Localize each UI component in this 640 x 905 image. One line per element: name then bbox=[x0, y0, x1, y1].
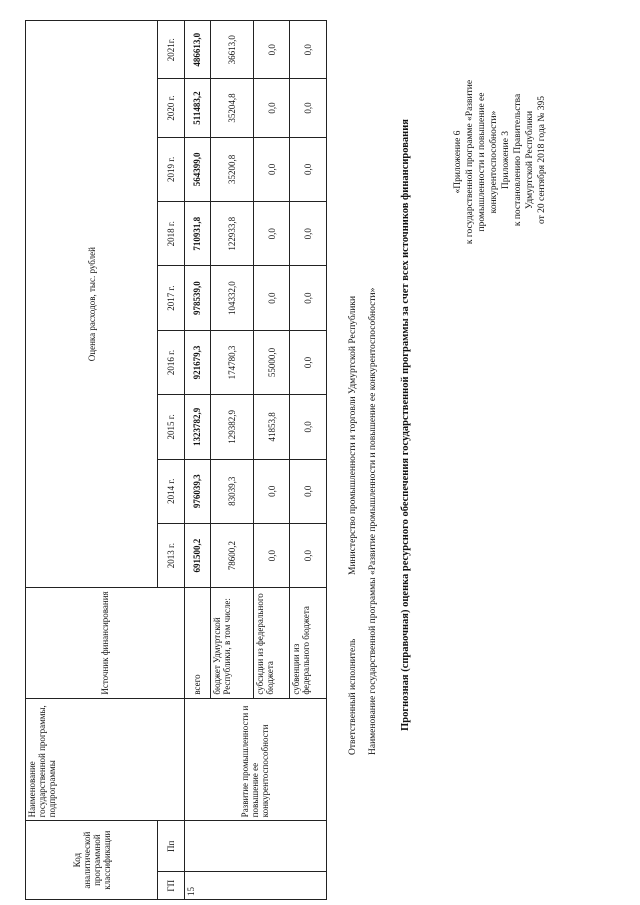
col-gp: ГП bbox=[158, 872, 184, 900]
value-cell: 486613,0 bbox=[184, 21, 210, 79]
source-cell: субвенции из федерального бюджета bbox=[290, 588, 327, 698]
source-cell: субсидии из федерального бюджета bbox=[253, 588, 290, 698]
value-cell: 0,0 bbox=[253, 523, 290, 587]
value-cell: 0,0 bbox=[253, 266, 290, 330]
value-cell: 78600,2 bbox=[211, 523, 254, 587]
value-cell: 1323782,9 bbox=[184, 395, 210, 459]
value-cell: 976039,3 bbox=[184, 459, 210, 523]
code-header: Код аналитической программной классификации bbox=[26, 821, 158, 900]
value-cell: 0,0 bbox=[253, 79, 290, 137]
year-header: 2013 г. bbox=[158, 523, 184, 587]
value-cell: 129382,9 bbox=[211, 395, 254, 459]
value-cell: 0,0 bbox=[290, 459, 327, 523]
value-cell: 0,0 bbox=[290, 266, 327, 330]
appendix-reference: Приложение 3 к постановлению Правительства Удмуртской Республики от 20 сентября 2018 года № 395 bbox=[501, 93, 547, 227]
value-cell: 978539,0 bbox=[184, 266, 210, 330]
value-cell: 691500,2 bbox=[184, 523, 210, 587]
value-cell: 564399,0 bbox=[184, 137, 210, 201]
source-header: Источник финансирования bbox=[26, 588, 185, 698]
value-cell: 104332,0 bbox=[211, 266, 254, 330]
value-cell: 0,0 bbox=[290, 330, 327, 394]
value-cell: 0,0 bbox=[290, 79, 327, 137]
value-cell: 36613,0 bbox=[211, 21, 254, 79]
value-cell: 0,0 bbox=[290, 21, 327, 79]
value-cell: 122933,8 bbox=[211, 202, 254, 266]
estimate-header: Оценка расходов, тыс. рублей bbox=[26, 21, 158, 588]
funding-table bbox=[25, 20, 327, 900]
value-cell: 710931,8 bbox=[184, 202, 210, 266]
pp-code bbox=[184, 821, 326, 872]
year-header: 2019 г. bbox=[158, 137, 184, 201]
year-header: 2020 г. bbox=[158, 79, 184, 137]
year-header: 2016 г. bbox=[158, 330, 184, 394]
value-cell: 55000,0 bbox=[253, 330, 290, 394]
source-cell: бюджет Удмуртской Республики, в том числе: bbox=[211, 588, 254, 698]
value-cell: 511483,2 bbox=[184, 79, 210, 137]
program-value: «Развитие промышленности и повышение ее конкурентоспособности» bbox=[368, 287, 378, 575]
executor-label: Ответственный исполнитель bbox=[348, 638, 358, 755]
gp-code: 15 bbox=[184, 872, 326, 900]
value-cell: 921679,3 bbox=[184, 330, 210, 394]
value-cell: 41853,8 bbox=[253, 395, 290, 459]
program-name: Развитие промышленности и повышение ее конкурентоспособности bbox=[184, 698, 326, 821]
value-cell: 0,0 bbox=[253, 202, 290, 266]
value-cell: 0,0 bbox=[290, 523, 327, 587]
prior-appendix-reference: «Приложение 6 к государственной программе «Развитие промышленности и повышение ее конкурентоспособности» bbox=[453, 79, 499, 245]
document-title: Прогнозная (справочная) оценка ресурсного обеспечения государственной программы за счет всех источников финансирования bbox=[400, 119, 411, 731]
year-header: 2018 г. bbox=[158, 202, 184, 266]
value-cell: 0,0 bbox=[253, 459, 290, 523]
source-cell: всего bbox=[184, 588, 210, 698]
value-cell: 0,0 bbox=[290, 202, 327, 266]
value-cell: 35204,8 bbox=[211, 79, 254, 137]
col-pp: Пп bbox=[158, 821, 184, 872]
value-cell: 0,0 bbox=[253, 21, 290, 79]
name-header: Наименование государственной программы, подпрограммы bbox=[26, 698, 185, 821]
value-cell: 174780,3 bbox=[211, 330, 254, 394]
value-cell: 0,0 bbox=[290, 137, 327, 201]
value-cell: 0,0 bbox=[290, 395, 327, 459]
year-header: 2017 г. bbox=[158, 266, 184, 330]
value-cell: 83039,3 bbox=[211, 459, 254, 523]
year-header: 2015 г. bbox=[158, 395, 184, 459]
program-label: Наименование государственной программы bbox=[368, 577, 378, 755]
header-row bbox=[26, 21, 158, 900]
year-header: 2014 г. bbox=[158, 459, 184, 523]
executor-value: Министерство промышленности и торговли Удмуртской Республики bbox=[348, 295, 358, 575]
value-cell: 0,0 bbox=[253, 137, 290, 201]
year-header: 2021г. bbox=[158, 21, 184, 79]
value-cell: 35200,8 bbox=[211, 137, 254, 201]
table-row bbox=[184, 21, 210, 900]
